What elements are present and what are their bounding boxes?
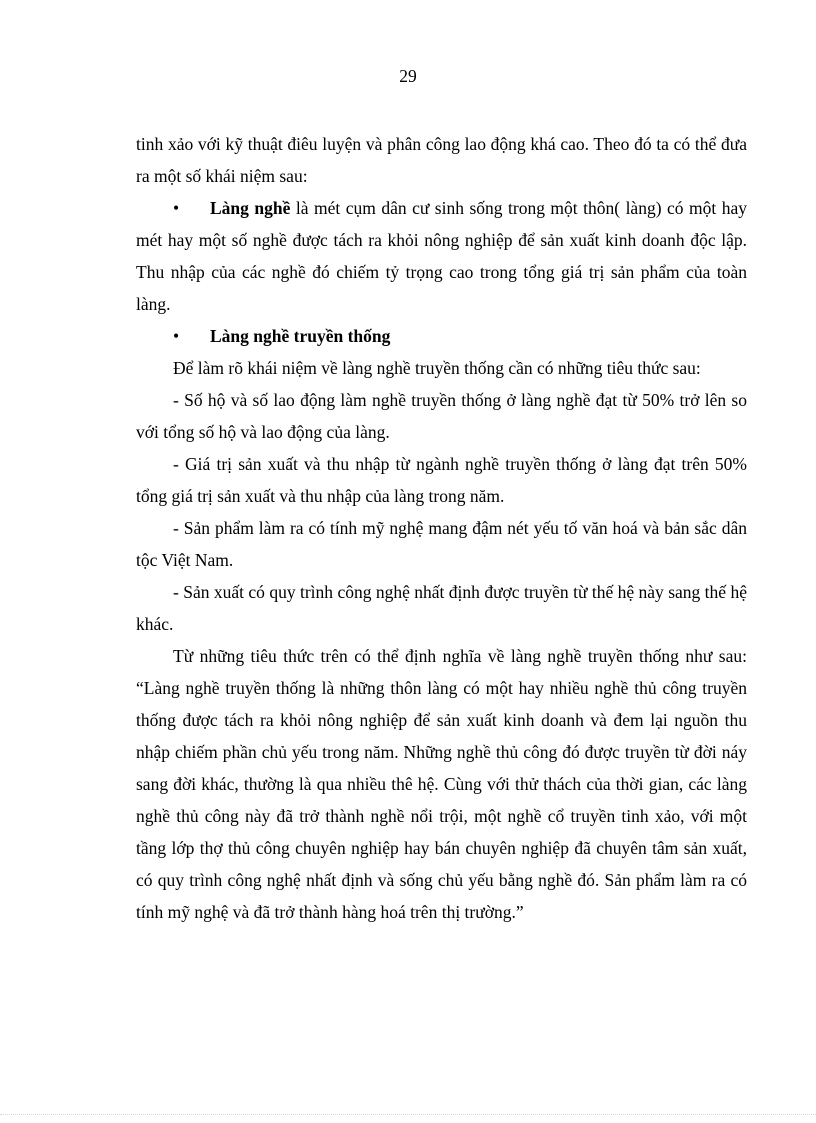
definition-lang-nghe-text: là mét cụm dân cư sinh sống trong một thôn( làng) có một hay mét hay một số nghề được tách ra khỏi nông nghiệp để sản xuất kinh doanh độc lập. Thu nhập của các nghề đó chiếm tỷ trọng cao trong tổng giá trị sản phẩm của toàn làng. bbox=[136, 198, 747, 314]
page-bottom-divider bbox=[0, 1114, 816, 1115]
criterion-production-value: - Giá trị sản xuất và thu nhập từ ngành nghề truyền thống ở làng đạt trên 50% tổng giá trị sản xuất và thu nhập của làng trong năm. bbox=[136, 454, 747, 506]
paragraph-intro: tinh xảo với kỹ thuật điêu luyện và phân công lao động khá cao. Theo đó ta có thể đưa ra một số khái niệm sau: bbox=[136, 134, 747, 186]
criterion-artistic-products: - Sản phẩm làm ra có tính mỹ nghệ mang đậm nét yếu tố văn hoá và bản sắc dân tộc Việt Nam. bbox=[136, 518, 747, 570]
bullet-icon: • bbox=[173, 326, 180, 346]
document-body bbox=[136, 128, 747, 928]
bullet-heading-lang-nghe-truyen-thong bbox=[136, 320, 747, 352]
paragraph-criteria-intro: Để làm rõ khái niệm về làng nghề truyền thống cần có những tiêu thức sau: bbox=[173, 358, 701, 378]
bullet-definition-lang-nghe bbox=[136, 192, 747, 320]
criterion-technology: - Sản xuất có quy trình công nghệ nhất định được truyền từ thế hệ này sang thế hệ khác. bbox=[136, 582, 747, 634]
page-number: 29 bbox=[399, 66, 417, 86]
bullet-icon: • bbox=[173, 198, 180, 218]
paragraph-definition: Từ những tiêu thức trên có thể định nghĩa về làng nghề truyền thống như sau: “Làng nghề truyền thống là những thôn làng có một hay nhiều nghề thủ công truyền thống được tách ra khỏi nông nghiệp để sản xuất kinh doanh và đem lại nguồn thu nhập chiếm phần chủ yếu trong năm. Những nghề thủ công đó được truyền từ đời náy sang đời khác, thường là qua nhiều thê hệ. Cùng với thử thách của thời gian, các làng nghề thủ công này đã trở thành nghề nổi trội, một nghề cổ truyền tinh xảo, với một tầng lớp thợ thủ công chuyên nghiệp hay bán chuyên nghiệp đã chuyên tâm sản xuất, có quy trình công nghệ nhất định và sống chủ yếu bằng nghề đó. Sản phẩm làm ra có tính mỹ nghệ và đã trở thành hàng hoá trên thị trường.” bbox=[136, 646, 747, 922]
criterion-households: - Số hộ và số lao động làm nghề truyền thống ở làng nghề đạt từ 50% trở lên so với tổng số hộ và lao động của làng. bbox=[136, 390, 747, 442]
term-lang-nghe: Làng nghề bbox=[210, 198, 291, 218]
term-lang-nghe-truyen-thong: Làng nghề truyền thống bbox=[210, 326, 391, 346]
